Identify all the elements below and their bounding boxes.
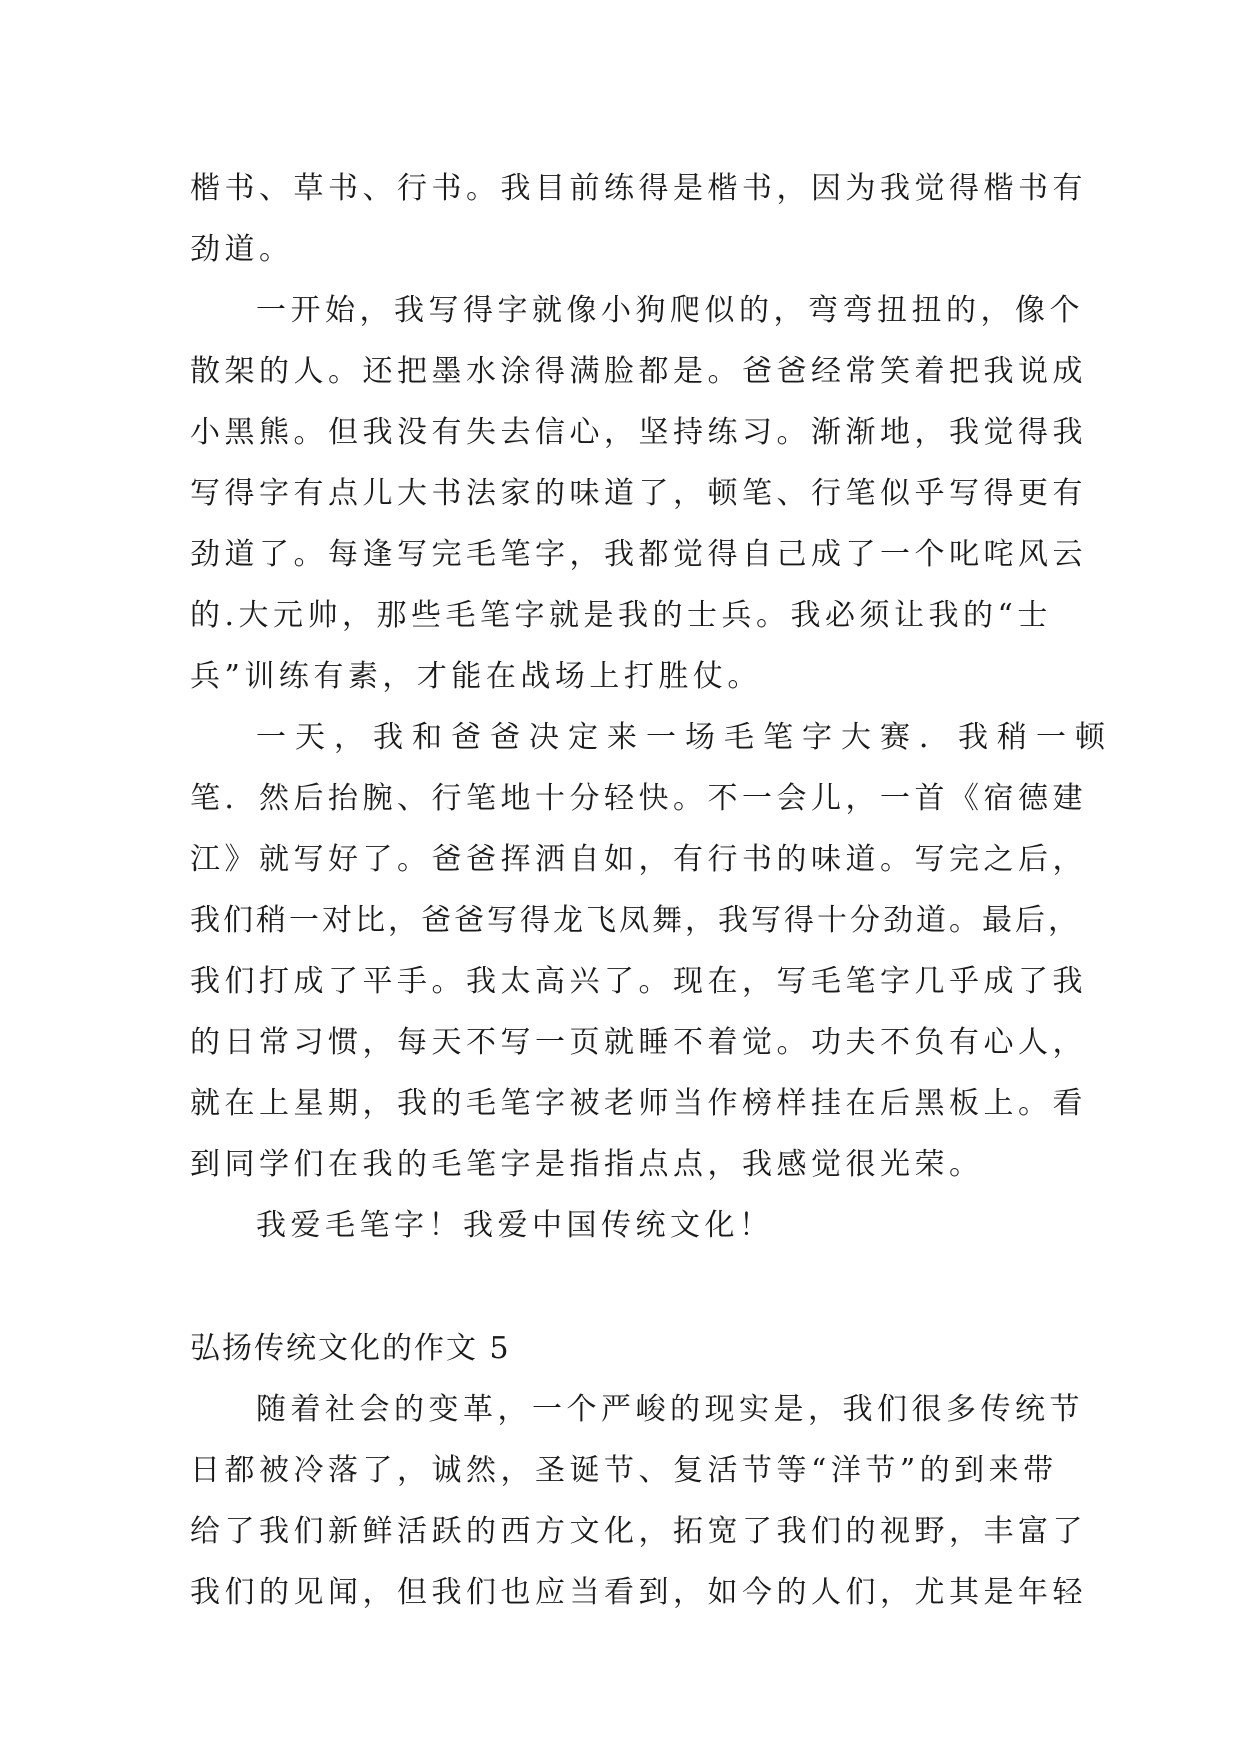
text-line: 就在上星期，我的毛笔字被老师当作榜样挂在后黑板上。看 xyxy=(190,1086,1087,1121)
text-line: 给了我们新鲜活跃的西方文化，拓宽了我们的视野，丰富了 xyxy=(190,1514,1087,1549)
paragraph-2 xyxy=(190,280,1087,707)
text-line: 劲道。 xyxy=(190,232,294,267)
paragraph-1 xyxy=(190,158,1087,280)
text-line: 我们稍一对比，爸爸写得龙飞凤舞，我写得十分劲道。最后， xyxy=(190,903,1081,938)
text-line: 江》就写好了。爸爸挥洒自如，有行书的味道。写完之后， xyxy=(190,842,1087,877)
text-line: 散架的人。还把墨水涂得满脸都是。爸爸经常笑着把我说成 xyxy=(190,354,1087,389)
text-line: 笔．然后抬腕、行笔地十分轻快。不一会儿，一首《宿德建 xyxy=(190,781,1087,816)
text-line: 写得字有点儿大书法家的味道了，顿笔、行笔似乎写得更有 xyxy=(190,476,1087,511)
text-line: 我爱毛笔字！我爱中国传统文化！ xyxy=(256,1208,774,1243)
text-line: 一开始，我写得字就像小狗爬似的，弯弯扭扭的，像个 xyxy=(256,293,1084,328)
text-line: 随着社会的变革，一个严峻的现实是，我们很多传统节 xyxy=(256,1392,1084,1427)
text-line: 的日常习惯，每天不写一页就睡不着觉。功夫不负有心人， xyxy=(190,1025,1087,1060)
spacer xyxy=(190,1256,1050,1318)
essay-5-paragraph-1 xyxy=(190,1379,1087,1623)
text-line: 到同学们在我的毛笔字是指指点点，我感觉很光荣。 xyxy=(190,1147,984,1182)
text-line: 一天，我和爸爸决定来一场毛笔字大赛．我稍一顿 xyxy=(256,720,1114,755)
text-line: 的.大元帅，那些毛笔字就是我的士兵。我必须让我的“士 xyxy=(190,598,1052,633)
essay-heading: 弘扬传统文化的作文 5 xyxy=(190,1331,511,1366)
text-line: 我们的见闻，但我们也应当看到，如今的人们，尤其是年轻 xyxy=(190,1575,1087,1610)
text-line: 我们打成了平手。我太高兴了。现在，写毛笔字几乎成了我 xyxy=(190,964,1087,999)
paragraph-3 xyxy=(190,707,1114,1195)
text-line: 兵”训练有素，才能在战场上打胜仗。 xyxy=(190,659,762,694)
text-line: 小黑熊。但我没有失去信心，坚持练习。渐渐地，我觉得我 xyxy=(190,415,1087,450)
text-line: 日都被冷落了，诚然，圣诞节、复活节等“洋节”的到来带 xyxy=(190,1453,1058,1488)
text-line: 楷书、草书、行书。我目前练得是楷书，因为我觉得楷书有 xyxy=(190,171,1087,206)
document-page xyxy=(190,158,1114,1623)
paragraph-4 xyxy=(190,1195,1050,1256)
text-line: 劲道了。每逢写完毛笔字，我都觉得自己成了一个叱咤风云 xyxy=(190,537,1087,572)
